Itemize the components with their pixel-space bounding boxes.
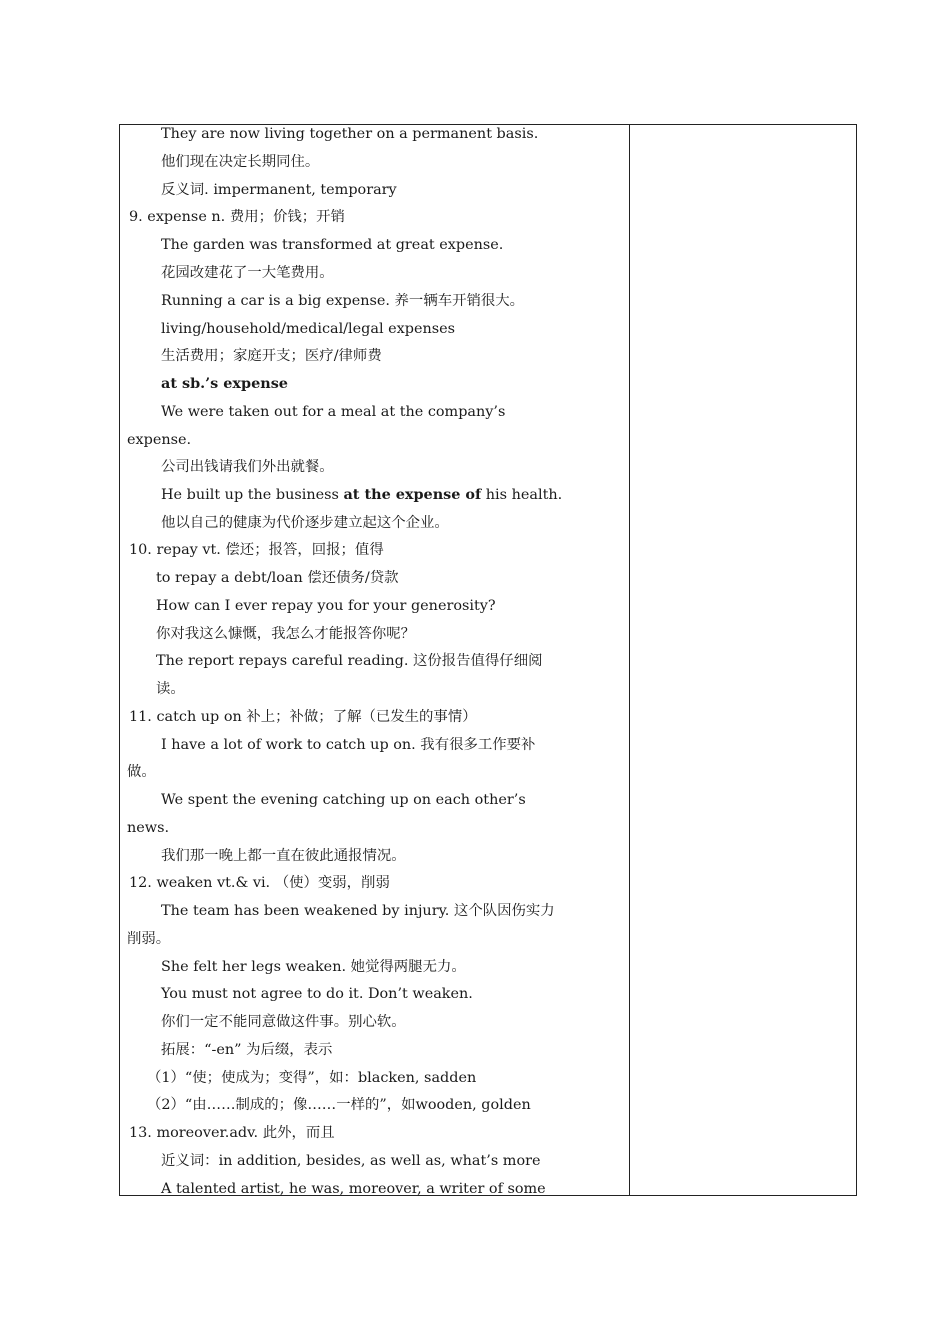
text-line xyxy=(156,624,415,644)
text-line xyxy=(161,319,455,339)
text-line xyxy=(161,291,524,311)
text-line-segment: to repay a debt/loan 偿还债务/贷款 xyxy=(156,570,399,586)
text-line xyxy=(161,790,526,810)
text-line xyxy=(129,707,477,727)
text-line xyxy=(161,901,555,921)
text-line xyxy=(156,679,185,699)
text-line-segment: 10. repay vt. 偿还；报答，回报；值得 xyxy=(129,542,384,558)
text-line xyxy=(127,430,191,450)
text-line-segment: Running a car is a big expense. 养一辆车开销很大。 xyxy=(161,293,525,309)
text-line-segment: news. xyxy=(127,820,170,836)
text-line xyxy=(161,957,466,977)
text-line xyxy=(129,1123,335,1143)
text-line-segment: We were taken out for a meal at the company’s xyxy=(161,404,506,420)
text-line-segment: 反义词. impermanent, temporary xyxy=(161,182,397,198)
text-line-segment: How can I ever repay you for your generosity? xyxy=(156,598,496,614)
column-divider xyxy=(629,124,630,1196)
text-line xyxy=(161,180,397,200)
text-line xyxy=(127,818,169,838)
text-line xyxy=(161,735,535,755)
text-line xyxy=(127,762,156,782)
text-line xyxy=(156,651,542,671)
text-line-segment: （2）“由……制成的；像……一样的”，如wooden, golden xyxy=(147,1097,531,1113)
text-line-segment: The team has been weakened by injury. 这个队因伤实力 xyxy=(161,903,555,919)
text-line-segment: 9. expense n. 费用；价钱；开销 xyxy=(129,209,345,225)
text-line-segment: 拓展：“-en” 为后缀，表示 xyxy=(161,1042,333,1058)
text-line xyxy=(161,1040,332,1060)
text-line xyxy=(161,374,288,394)
text-line-segment: We spent the evening catching up on each other’s xyxy=(161,792,526,808)
text-line-segment: 11. catch up on 补上；补做；了解（已发生的事情） xyxy=(129,709,477,725)
text-line-segment: at the expense of xyxy=(343,486,482,503)
text-line xyxy=(161,1179,546,1196)
text-line xyxy=(161,235,503,255)
text-line-segment: expense. xyxy=(127,432,192,448)
text-line xyxy=(161,346,382,366)
text-line xyxy=(129,207,345,227)
text-line xyxy=(156,568,399,588)
text-line xyxy=(161,1151,541,1171)
text-line-segment: She felt her legs weaken. 她觉得两腿无力。 xyxy=(161,959,466,975)
text-line-segment: The report repays careful reading. 这份报告值得仔细阅 xyxy=(156,653,543,669)
text-line xyxy=(127,929,170,949)
text-line xyxy=(161,485,562,505)
text-line-segment: 我们那一晚上都一直在彼此通报情况。 xyxy=(161,848,406,864)
text-line-segment: You must not agree to do it. Don’t weaken. xyxy=(161,986,473,1002)
text-line-segment: 公司出钱请我们外出就餐。 xyxy=(161,459,334,475)
text-line-segment: 他以自己的健康为代价逐步建立起这个企业。 xyxy=(161,515,449,531)
text-line xyxy=(161,402,505,422)
text-line-segment: I have a lot of work to catch up on. 我有很多工作要补 xyxy=(161,737,536,753)
text-line-segment: at sb.’s expense xyxy=(161,375,288,392)
text-line xyxy=(147,1095,531,1115)
text-line xyxy=(161,152,319,172)
text-line-segment: living/household/medical/legal expenses xyxy=(161,321,456,337)
text-line-segment: The garden was transformed at great expense. xyxy=(161,237,504,253)
text-line-segment: He built up the business xyxy=(161,487,344,503)
text-line xyxy=(161,846,406,866)
text-line-segment: 近义词：in addition, besides, as well as, what’s more xyxy=(161,1153,541,1169)
text-line-segment: 花园改建花了一大笔费用。 xyxy=(161,265,334,281)
text-line xyxy=(161,263,334,283)
text-line xyxy=(161,457,334,477)
table-left-cell xyxy=(119,124,629,1196)
text-line xyxy=(129,540,384,560)
text-line xyxy=(147,1068,476,1088)
text-line-segment: 12. weaken vt.& vi. （使）变弱，削弱 xyxy=(129,875,390,891)
text-line-segment: 13. moreover.adv. 此外，而且 xyxy=(129,1125,335,1141)
text-line-segment: （1）“使；使成为；变得”，如：blacken, sadden xyxy=(147,1070,477,1086)
text-line-segment: 削弱。 xyxy=(127,931,171,947)
text-line-segment: 读。 xyxy=(156,681,185,697)
text-line xyxy=(161,1012,406,1032)
text-line-segment: 你们一定不能同意做这件事。别心软。 xyxy=(161,1014,406,1030)
text-line-segment: 他们现在决定长期同住。 xyxy=(161,154,320,170)
text-line xyxy=(161,513,449,533)
text-line-segment: A talented artist, he was, moreover, a writer of some xyxy=(161,1181,546,1196)
text-line xyxy=(161,984,473,1004)
text-line xyxy=(129,873,390,893)
text-line-segment: 生活费用；家庭开支；医疗/律师费 xyxy=(161,348,382,364)
text-line-segment: his health. xyxy=(481,487,563,503)
text-line-segment: They are now living together on a permanent basis. xyxy=(161,126,539,142)
text-line xyxy=(156,596,496,616)
text-line-segment: 做。 xyxy=(127,764,156,780)
text-line xyxy=(161,124,538,144)
text-line-segment: 你对我这么慷慨，我怎么才能报答你呢？ xyxy=(156,626,416,642)
